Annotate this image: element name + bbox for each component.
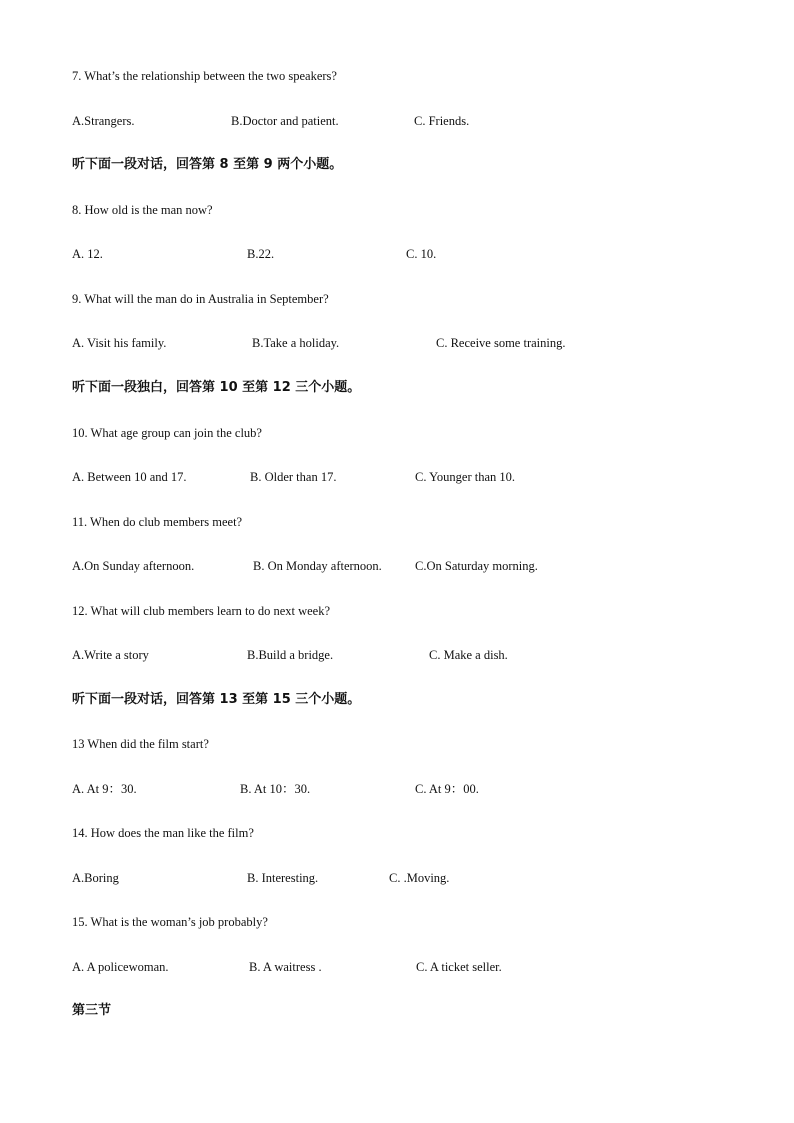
q14-option-a: A.Boring xyxy=(72,871,119,885)
q15-option-c: C. A ticket seller. xyxy=(416,960,502,974)
q8-option-c: C. 10. xyxy=(406,247,437,261)
q11-option-b: B. On Monday afternoon. xyxy=(253,559,382,573)
q12-option-c: C. Make a dish. xyxy=(429,648,508,662)
q9-option-a: A. Visit his family. xyxy=(72,336,167,350)
q10-option-a: A. Between 10 and 17. xyxy=(72,470,187,484)
q13-option-a: A. At 9：30. xyxy=(72,782,137,796)
q14-option-b: B. Interesting. xyxy=(247,871,319,885)
q14-option-c: C. .Moving. xyxy=(389,871,450,885)
q8-option-a: A. 12. xyxy=(72,247,103,261)
section-title: 第三节 xyxy=(72,1003,112,1018)
question-13: 13 When did the film start? xyxy=(72,737,209,751)
q11-option-c: C.On Saturday morning. xyxy=(415,559,538,573)
q13-option-b: B. At 10：30. xyxy=(240,782,311,796)
section-heading-13-15: 听下面一段对话，回答第 13 至第 15 三个小题。 xyxy=(72,692,361,707)
q15-option-a: A. A policewoman. xyxy=(72,960,169,974)
question-7: 7. What’s the relationship between the two speakers? xyxy=(72,69,337,83)
q12-option-a: A.Write a story xyxy=(72,648,149,662)
q8-option-b: B.22. xyxy=(247,247,275,261)
q9-option-b: B.Take a holiday. xyxy=(252,336,340,350)
question-11: 11. When do club members meet? xyxy=(72,515,243,529)
question-15: 15. What is the woman’s job probably? xyxy=(72,915,268,929)
q9-option-c: C. Receive some training. xyxy=(436,336,566,350)
question-12: 12. What will club members learn to do next week? xyxy=(72,604,331,618)
q7-option-b: B.Doctor and patient. xyxy=(231,114,339,128)
q7-option-a: A.Strangers. xyxy=(72,114,135,128)
question-14: 14. How does the man like the film? xyxy=(72,826,254,840)
q15-option-b: B. A waitress . xyxy=(249,960,322,974)
q10-option-c: C. Younger than 10. xyxy=(415,470,516,484)
section-heading-10-12: 听下面一段独白，回答第 10 至第 12 三个小题。 xyxy=(72,380,361,395)
question-8: 8. How old is the man now? xyxy=(72,203,213,217)
question-10: 10. What age group can join the club? xyxy=(72,426,262,440)
question-9: 9. What will the man do in Australia in September? xyxy=(72,292,329,306)
q12-option-b: B.Build a bridge. xyxy=(247,648,334,662)
section-heading-8-9: 听下面一段对话，回答第 8 至第 9 两个小题。 xyxy=(72,157,343,172)
q7-option-c: C. Friends. xyxy=(414,114,470,128)
q13-option-c: C. At 9：00. xyxy=(415,782,479,796)
q11-option-a: A.On Sunday afternoon. xyxy=(72,559,195,573)
q10-option-b: B. Older than 17. xyxy=(250,470,337,484)
